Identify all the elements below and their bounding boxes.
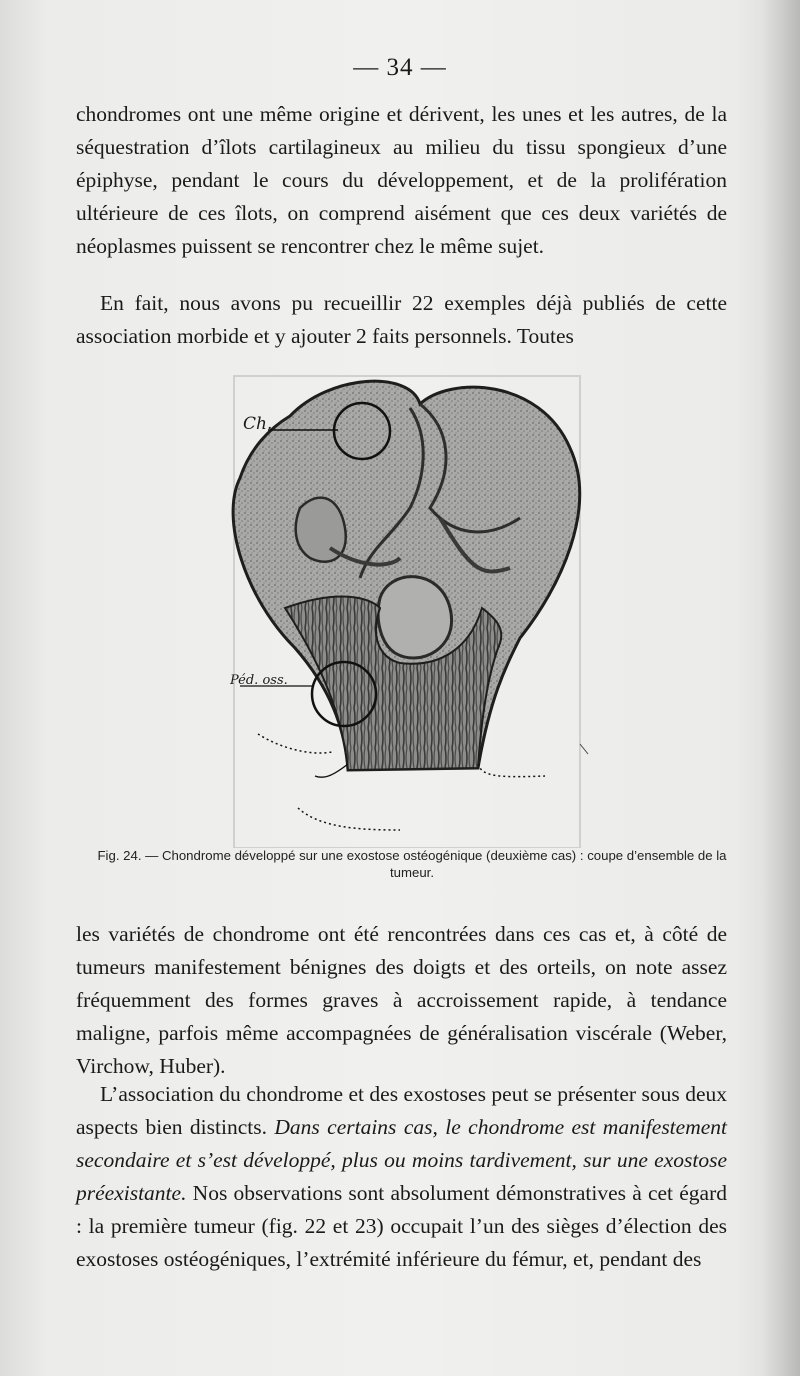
figure-label-ch: Ch. (243, 414, 273, 434)
figure-label-pedicle: Péd. oss. (230, 673, 288, 688)
paragraph-4-text-end: Nos observations sont absolument démonstratives à cet égard : la première tumeur (fig. 22 et 23) occupait l’un des sièges d’élection des exostoses ostéogéniques, l’extrémité inférieure du fémur, et, pendant des (76, 1181, 727, 1271)
paragraph-1: chondromes ont une même origine et dérivent, les unes et les autres, de la séquestration d’îlots cartilagineux au milieu du tissu spongieux d’une épiphyse, pendant le cours du développement, et de la prolifération ultérieure de ces îlots, on comprend aisément que ces deux variétés de néoplasmes puissent se rencontrer chez le même sujet. (76, 102, 727, 258)
figure-caption: Fig. 24. — Chondrome développé sur une exostose ostéogénique (deuxième cas) : coupe d’ensemble de la tumeur. (97, 848, 727, 880)
paragraph-2 (76, 287, 727, 353)
tumor-drawing (220, 368, 600, 848)
paragraph-2-text: En fait, nous avons pu recueillir 22 exemples déjà publiés de cette association morbide et y ajouter 2 faits personnels. Toutes (76, 291, 727, 348)
paragraph-4-text-start: L’association du chondrome et des exostoses peut se présenter sous deux aspects bien distincts. (76, 1082, 727, 1139)
page-edge-shadow (762, 0, 800, 1376)
figure-24-illustration (220, 368, 600, 848)
page-number: — 34 — (353, 54, 447, 81)
paragraph-3: les variétés de chondrome ont été rencontrées dans ces cas et, à côté de tumeurs manifestement bénignes des doigts et des orteils, on note assez fréquemment des formes graves à accroissement rapide, à tendance maligne, parfois même accompagnées de généralisation viscérale (Weber, Virchow, Huber). (76, 922, 727, 1078)
paragraph-4-italic: Dans certains cas, le chondrome est manifestement secondaire et s’est développé, plus ou moins tardivement, sur une exostose préexistante. (76, 1115, 727, 1205)
paragraph-4 (76, 1078, 727, 1276)
